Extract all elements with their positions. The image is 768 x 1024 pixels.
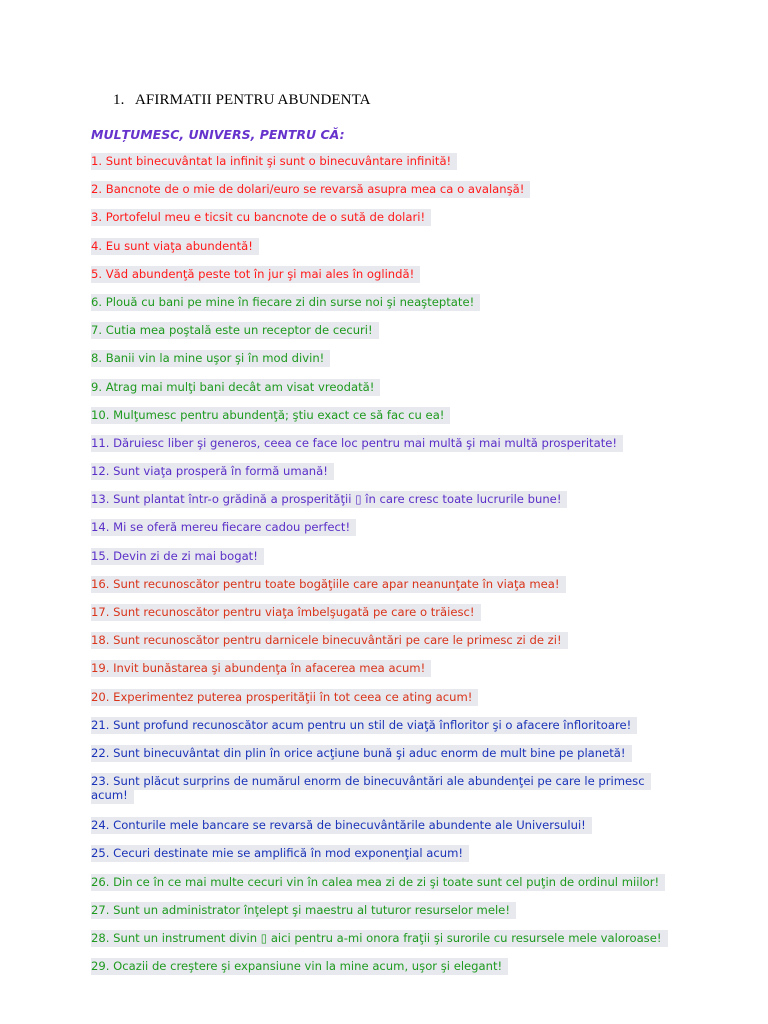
list-item: 5. Văd abundenţă peste tot în jur şi mai ales în oglindă!: [91, 267, 691, 295]
list-item: 15. Devin zi de zi mai bogat!: [91, 549, 691, 577]
list-item: 26. Din ce în ce mai multe cecuri vin în calea mea zi de zi şi toate sunt cel puţin de ordinul miilor!: [91, 875, 691, 903]
heading-number: 1.: [113, 92, 125, 108]
list-item: 23. Sunt plăcut surprins de numărul enorm de binecuvântări ale abundenţei pe care le primesc acum!: [91, 774, 651, 818]
list-item: 4. Eu sunt viaţa abundentă!: [91, 239, 691, 267]
list-item: 1. Sunt binecuvântat la infinit şi sunt o binecuvântare infinită!: [91, 154, 691, 182]
list-item: 13. Sunt plantat într-o grădină a prosperităţii ▯ în care cresc toate lucrurile bune!: [91, 492, 691, 520]
list-item: 6. Plouă cu bani pe mine în fiecare zi din surse noi şi neaşteptate!: [91, 295, 691, 323]
list-item: 27. Sunt un administrator înţelept şi maestru al tuturor resurselor mele!: [91, 903, 691, 931]
list-item: 7. Cutia mea poştală este un receptor de cecuri!: [91, 323, 691, 351]
list-item: 16. Sunt recunoscător pentru toate bogăţiile care apar neanunţate în viaţa mea!: [91, 577, 691, 605]
heading-text: AFIRMATII PENTRU ABUNDENTA: [135, 92, 371, 108]
list-item: 28. Sunt un instrument divin ▯ aici pentru a-mi onora fraţii şi surorile cu resursele mele valoroase!: [91, 931, 691, 959]
list-item: 9. Atrag mai mulţi bani decât am visat vreodată!: [91, 380, 691, 408]
list-item: 3. Portofelul meu e ticsit cu bancnote de o sută de dolari!: [91, 210, 691, 238]
list-item: 14. Mi se oferă mereu fiecare cadou perfect!: [91, 520, 691, 548]
list-item: 19. Invit bunăstarea şi abundenţa în afacerea mea acum!: [91, 661, 691, 689]
list-item: 18. Sunt recunoscător pentru darnicele binecuvântări pe care le primesc zi de zi!: [91, 633, 691, 661]
list-item: 20. Experimentez puterea prosperităţii în tot ceea ce ating acum!: [91, 690, 691, 718]
list-item: 17. Sunt recunoscător pentru viaţa îmbelşugată pe care o trăiesc!: [91, 605, 691, 633]
list-item: 10. Mulţumesc pentru abundenţă; ştiu exact ce să fac cu ea!: [91, 408, 691, 436]
list-item: 29. Ocazii de creştere şi expansiune vin la mine acum, uşor şi elegant!: [91, 959, 691, 987]
subtitle: MULȚUMESC, UNIVERS, PENTRU CĂ:: [91, 127, 345, 142]
list-item: 21. Sunt profund recunoscător acum pentru un stil de viaţă înfloritor şi o afacere înfloritoare!: [91, 718, 691, 746]
list-item: 8. Banii vin la mine uşor şi în mod divin!: [91, 351, 691, 379]
list-item: 22. Sunt binecuvântat din plin în orice acţiune bună şi aduc enorm de mult bine pe planetă!: [91, 746, 691, 774]
list-item: 24. Conturile mele bancare se revarsă de binecuvântările abundente ale Universului!: [91, 818, 691, 846]
affirmation-list: [91, 154, 691, 987]
document-heading: [113, 92, 371, 109]
list-item: 11. Dăruiesc liber şi generos, ceea ce face loc pentru mai multă şi mai multă prosperitate!: [91, 436, 691, 464]
list-item: 12. Sunt viaţa prosperă în formă umană!: [91, 464, 691, 492]
list-item: 25. Cecuri destinate mie se amplifică în mod exponenţial acum!: [91, 846, 691, 874]
list-item: 2. Bancnote de o mie de dolari/euro se revarsă asupra mea ca o avalanşă!: [91, 182, 691, 210]
